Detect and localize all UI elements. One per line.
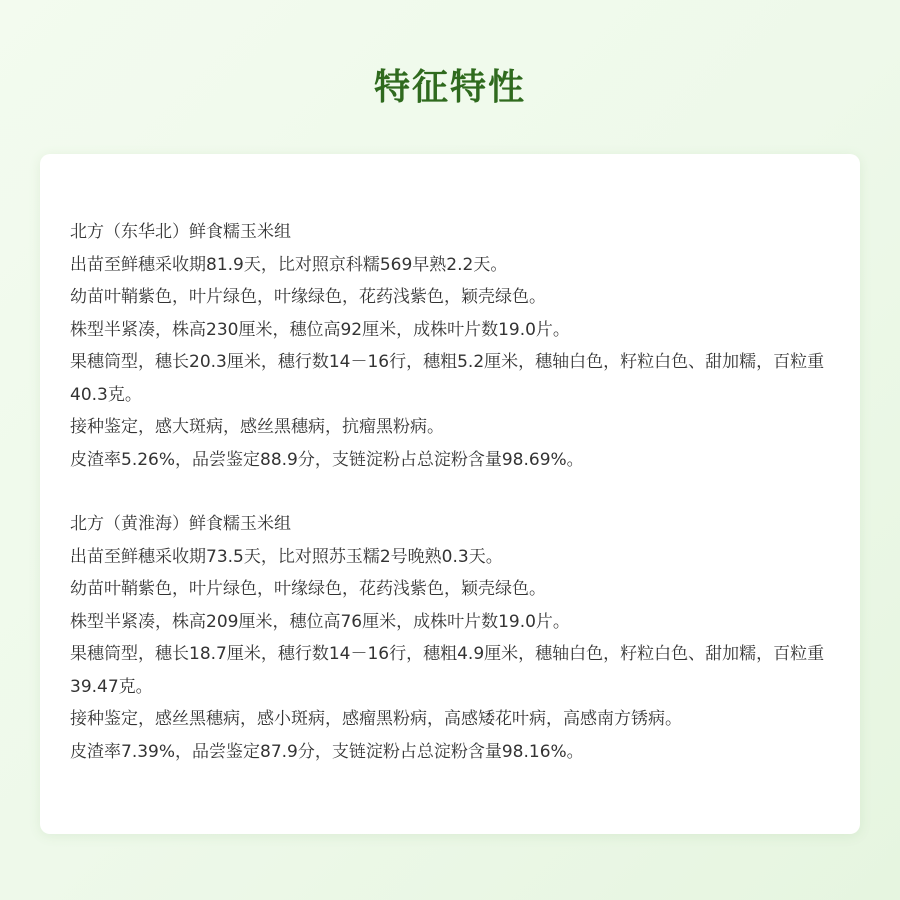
text-line: 幼苗叶鞘紫色，叶片绿色，叶缘绿色，花药浅紫色，颖壳绿色。: [70, 579, 546, 599]
section-heading: 北方（东华北）鲜食糯玉米组: [70, 222, 291, 242]
text-line: 出苗至鲜穗采收期81.9天，比对照京科糯569早熟2.2天。: [70, 254, 508, 275]
text-line: 幼苗叶鞘紫色，叶片绿色，叶缘绿色，花药浅紫色，颖壳绿色。: [70, 287, 546, 307]
text-line: 接种鉴定，感丝黑穗病，感小斑病，感瘤黑粉病，高感矮花叶病，高感南方锈病。: [70, 709, 682, 729]
section-huanghuaihai: [70, 508, 830, 768]
section-heading: 北方（黄淮海）鲜食糯玉米组: [70, 514, 291, 534]
text-line: 株型半紧凑，株高209厘米，穗位高76厘米，成株叶片数19.0片。: [70, 611, 570, 632]
text-line: 出苗至鲜穗采收期73.5天，比对照苏玉糯2号晚熟0.3天。: [70, 546, 503, 567]
text-line: 果穗筒型，穗长18.7厘米，穗行数14－16行，穗粗4.9厘米，穗轴白色，籽粒白色、甜加糯，百粒重39.47克。: [70, 644, 825, 697]
text-line: 皮渣率5.26%，品尝鉴定88.9分，支链淀粉占总淀粉含量98.69%。: [70, 449, 584, 470]
text-line: 接种鉴定，感大斑病，感丝黑穗病，抗瘤黑粉病。: [70, 417, 444, 437]
content-card: [40, 154, 860, 834]
text-line: 果穗筒型，穗长20.3厘米，穗行数14－16行，穗粗5.2厘米，穗轴白色，籽粒白色、甜加糯，百粒重40.3克。: [70, 352, 825, 405]
text-line: 株型半紧凑，株高230厘米，穗位高92厘米，成株叶片数19.0片。: [70, 319, 570, 340]
text-line: 皮渣率7.39%，品尝鉴定87.9分，支链淀粉占总淀粉含量98.16%。: [70, 741, 584, 762]
page-title: 特征特性: [373, 67, 526, 108]
section-northeast: [70, 216, 830, 476]
